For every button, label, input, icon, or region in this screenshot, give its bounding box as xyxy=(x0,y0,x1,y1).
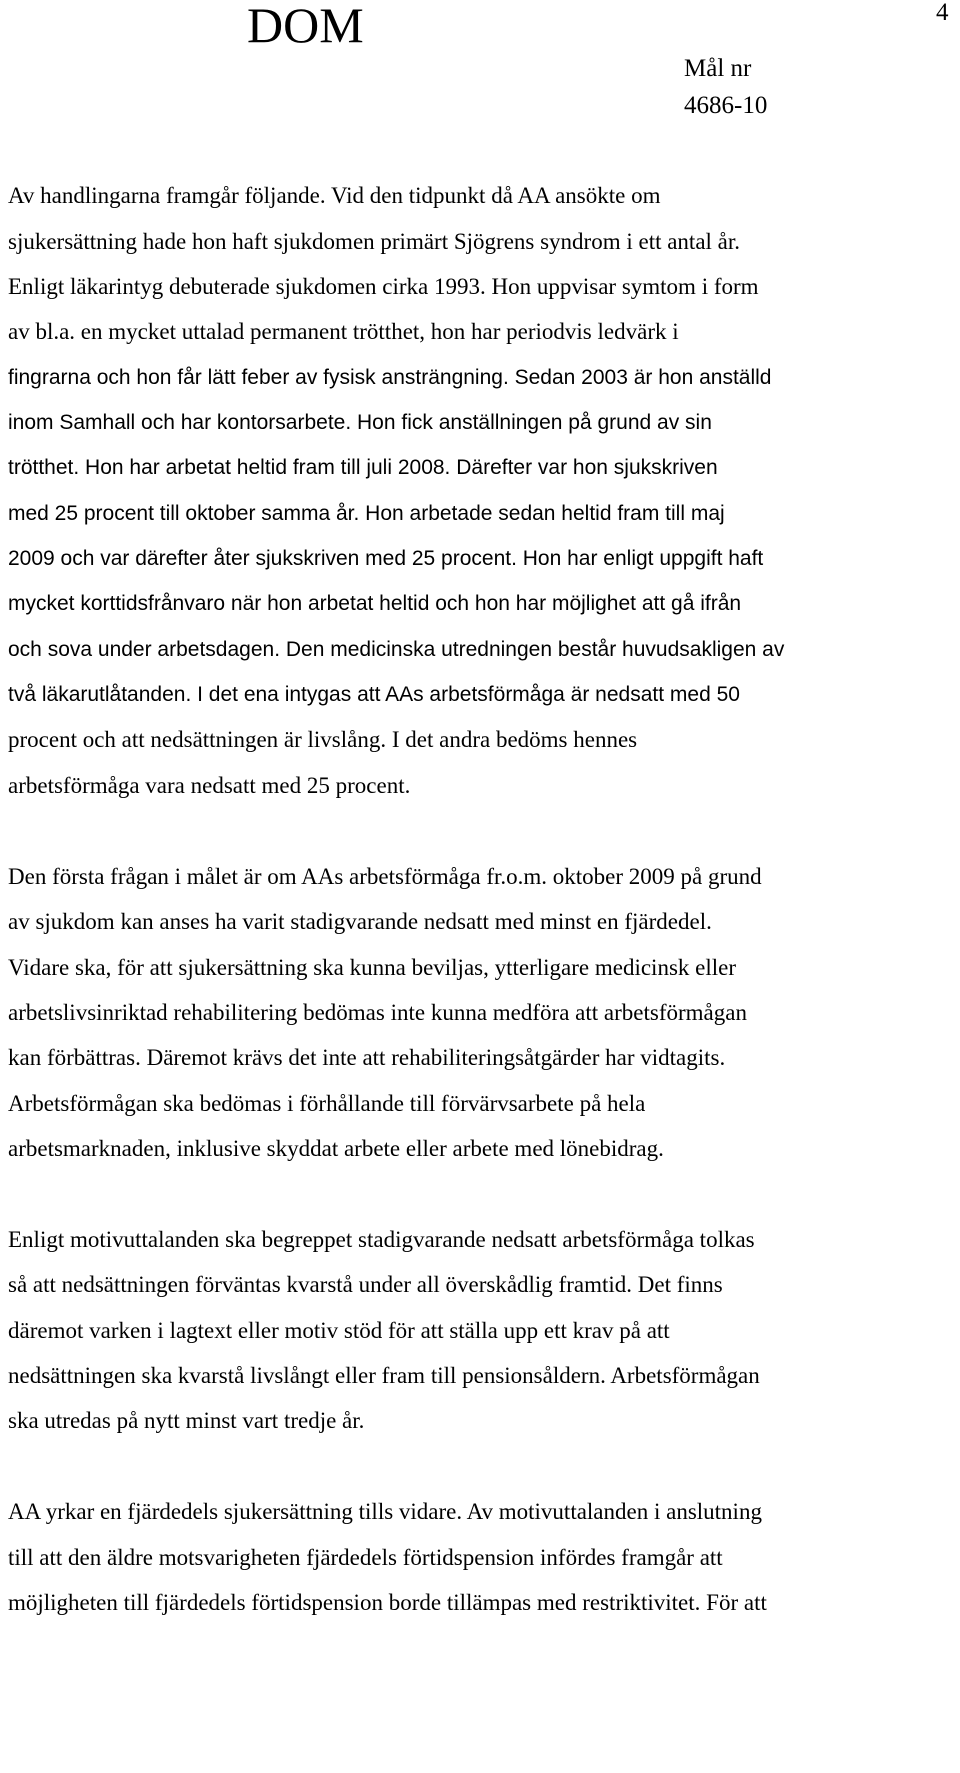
text-line: Av handlingarna framgår följande. Vid den tidpunkt då AA ansökte om xyxy=(8,183,661,208)
text-line: trötthet. Hon har arbetat heltid fram till juli 2008. Därefter var hon sjukskriven xyxy=(8,456,718,479)
text-line: AA yrkar en fjärdedels sjukersättning tills vidare. Av motivuttalanden i anslutning xyxy=(8,1499,762,1524)
text-line: Arbetsförmågan ska bedömas i förhållande till förvärvsarbete på hela xyxy=(8,1091,646,1116)
text-line: Enligt motivuttalanden ska begreppet stadigvarande nedsatt arbetsförmåga tolkas xyxy=(8,1227,755,1252)
text-line: arbetslivsinriktad rehabilitering bedömas inte kunna medföra att arbetsförmågan xyxy=(8,1000,747,1025)
text-line: mycket korttidsfrånvaro när hon arbetat heltid och hon har möjlighet att gå ifrån xyxy=(8,592,742,615)
text-line: med 25 procent till oktober samma år. Hon arbetade sedan heltid fram till maj xyxy=(8,502,725,525)
text-line: arbetsförmåga vara nedsatt med 25 procent. xyxy=(8,773,411,798)
text-line: möjligheten till fjärdedels förtidspension borde tillämpas med restriktivitet. För att xyxy=(8,1590,767,1615)
text-line: däremot varken i lagtext eller motiv stöd för att ställa upp ett krav på att xyxy=(8,1318,670,1343)
text-line: ska utredas på nytt minst vart tredje år. xyxy=(8,1408,365,1433)
text-line: Vidare ska, för att sjukersättning ska kunna beviljas, ytterligare medicinsk eller xyxy=(8,955,737,980)
text-line: sjukersättning hade hon haft sjukdomen primärt Sjögrens syndrom i ett antal år. xyxy=(8,229,741,254)
text-line: arbetsmarknaden, inklusive skyddat arbete eller arbete med lönebidrag. xyxy=(8,1136,664,1161)
text-line: till att den äldre motsvarigheten fjärdedels förtidspension infördes framgår att xyxy=(8,1545,723,1570)
text-line: kan förbättras. Däremot krävs det inte att rehabiliteringsåtgärder har vidtagits. xyxy=(8,1045,726,1070)
text-line: Enligt läkarintyg debuterade sjukdomen cirka 1993. Hon uppvisar symtom i form xyxy=(8,274,759,299)
text-line: inom Samhall och har kontorsarbete. Hon fick anställningen på grund av sin xyxy=(8,411,712,434)
text-line: av sjukdom kan anses ha varit stadigvarande nedsatt med minst en fjärdedel. xyxy=(8,909,712,934)
text-line: två läkarutlåtanden. I det ena intygas att AAs arbetsförmåga är nedsatt med 50 xyxy=(8,683,740,706)
text-line: av bl.a. en mycket uttalad permanent trötthet, hon har periodvis ledvärk i xyxy=(8,319,679,344)
document-title: DOM xyxy=(247,0,364,53)
page-number: 4 xyxy=(936,0,949,26)
text-line: och sova under arbetsdagen. Den medicinska utredningen består huvudsakligen av xyxy=(8,638,785,661)
text-line: procent och att nedsättningen är livslång. I det andra bedöms hennes xyxy=(8,727,638,752)
text-line: nedsättningen ska kvarstå livslångt eller fram till pensionsåldern. Arbetsförmågan xyxy=(8,1363,760,1388)
text-line: 2009 och var därefter åter sjukskriven med 25 procent. Hon har enligt uppgift haft xyxy=(8,547,764,570)
case-number: 4686-10 xyxy=(684,92,768,119)
case-number-label: Mål nr xyxy=(684,55,752,82)
text-line: fingrarna och hon får lätt feber av fysisk ansträngning. Sedan 2003 är hon anställd xyxy=(8,366,772,389)
text-line: Den första frågan i målet är om AAs arbetsförmåga fr.o.m. oktober 2009 på grund xyxy=(8,864,762,889)
text-line: så att nedsättningen förväntas kvarstå under all överskådlig framtid. Det finns xyxy=(8,1272,723,1297)
